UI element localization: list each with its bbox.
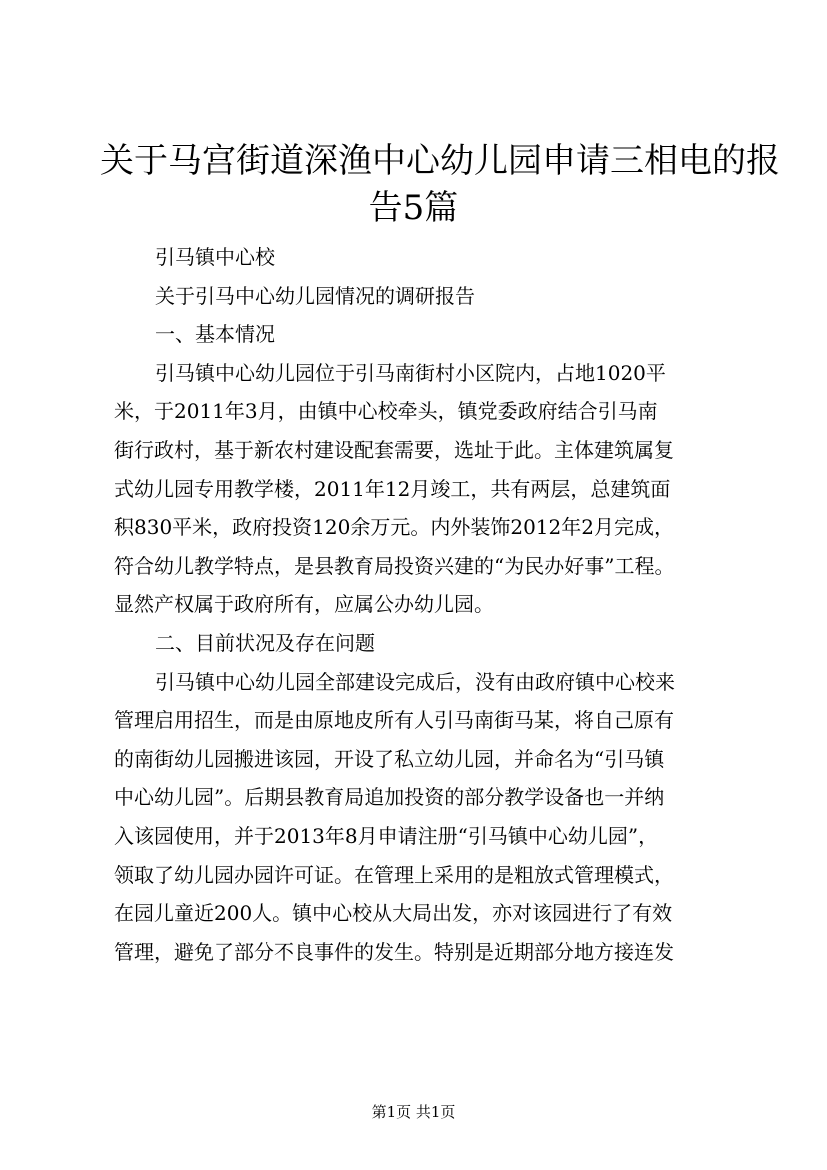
paragraph-line: 的南街幼儿园搬进该园，开设了私立幼儿园，并命名为“引马镇	[114, 746, 665, 771]
paragraph-line: 管理，避免了部分不良事件的发生。特别是近期部分地方接连发	[114, 939, 674, 964]
paragraph-line: 显然产权属于政府所有，应属公办幼儿园。	[114, 592, 494, 617]
paragraph-line: 式幼儿园专用教学楼，2011年12月竣工，共有两层，总建筑面	[114, 476, 671, 501]
line-report-title: 关于引马中心幼儿园情况的调研报告	[155, 283, 475, 308]
paragraph-line: 中心幼儿园”。后期县教育局追加投资的部分教学设备也一并纳	[114, 785, 665, 810]
title-line-1: 关于马宫街道深渔中心幼儿园申请三相电的报	[100, 141, 780, 181]
paragraph-line: 领取了幼儿园办园许可证。在管理上采用的是粗放式管理模式，	[114, 862, 674, 887]
heading-current-status: 二、目前状况及存在问题	[155, 630, 375, 655]
paragraph-line: 积830平米，政府投资120余万元。内外装饰2012年2月完成，	[114, 515, 674, 540]
paragraph-line: 符合幼儿教学特点，是县教育局投资兴建的“为民办好事”工程。	[114, 553, 675, 578]
title-line-2: 告5篇	[368, 188, 459, 228]
heading-basic-situation: 一、基本情况	[155, 322, 275, 347]
paragraph-line: 米，于2011年3月，由镇中心校牵头，镇党委政府结合引马南	[114, 399, 658, 424]
line-school-name: 引马镇中心校	[155, 245, 275, 269]
paragraph-line: 街行政村，基于新农村建设配套需要，选址于此。主体建筑属复	[114, 437, 674, 462]
document-title	[100, 138, 780, 232]
paragraph-line: 入该园使用，并于2013年8月申请注册“引马镇中心幼儿园”，	[114, 823, 659, 848]
paragraph-line: 在园儿童近200人。镇中心校从大局出发，亦对该园进行了有效	[114, 901, 673, 926]
paragraph-line: 引马镇中心幼儿园位于引马南街村小区院内，占地1020平	[155, 360, 666, 385]
page-number-footer: 第1页 共1页	[371, 1103, 456, 1121]
paragraph-line: 管理启用招生，而是由原地皮所有人引马南街马某，将自己原有	[114, 708, 674, 733]
document-body	[114, 238, 734, 971]
paragraph-line: 引马镇中心幼儿园全部建设完成后，没有由政府镇中心校来	[155, 669, 675, 694]
